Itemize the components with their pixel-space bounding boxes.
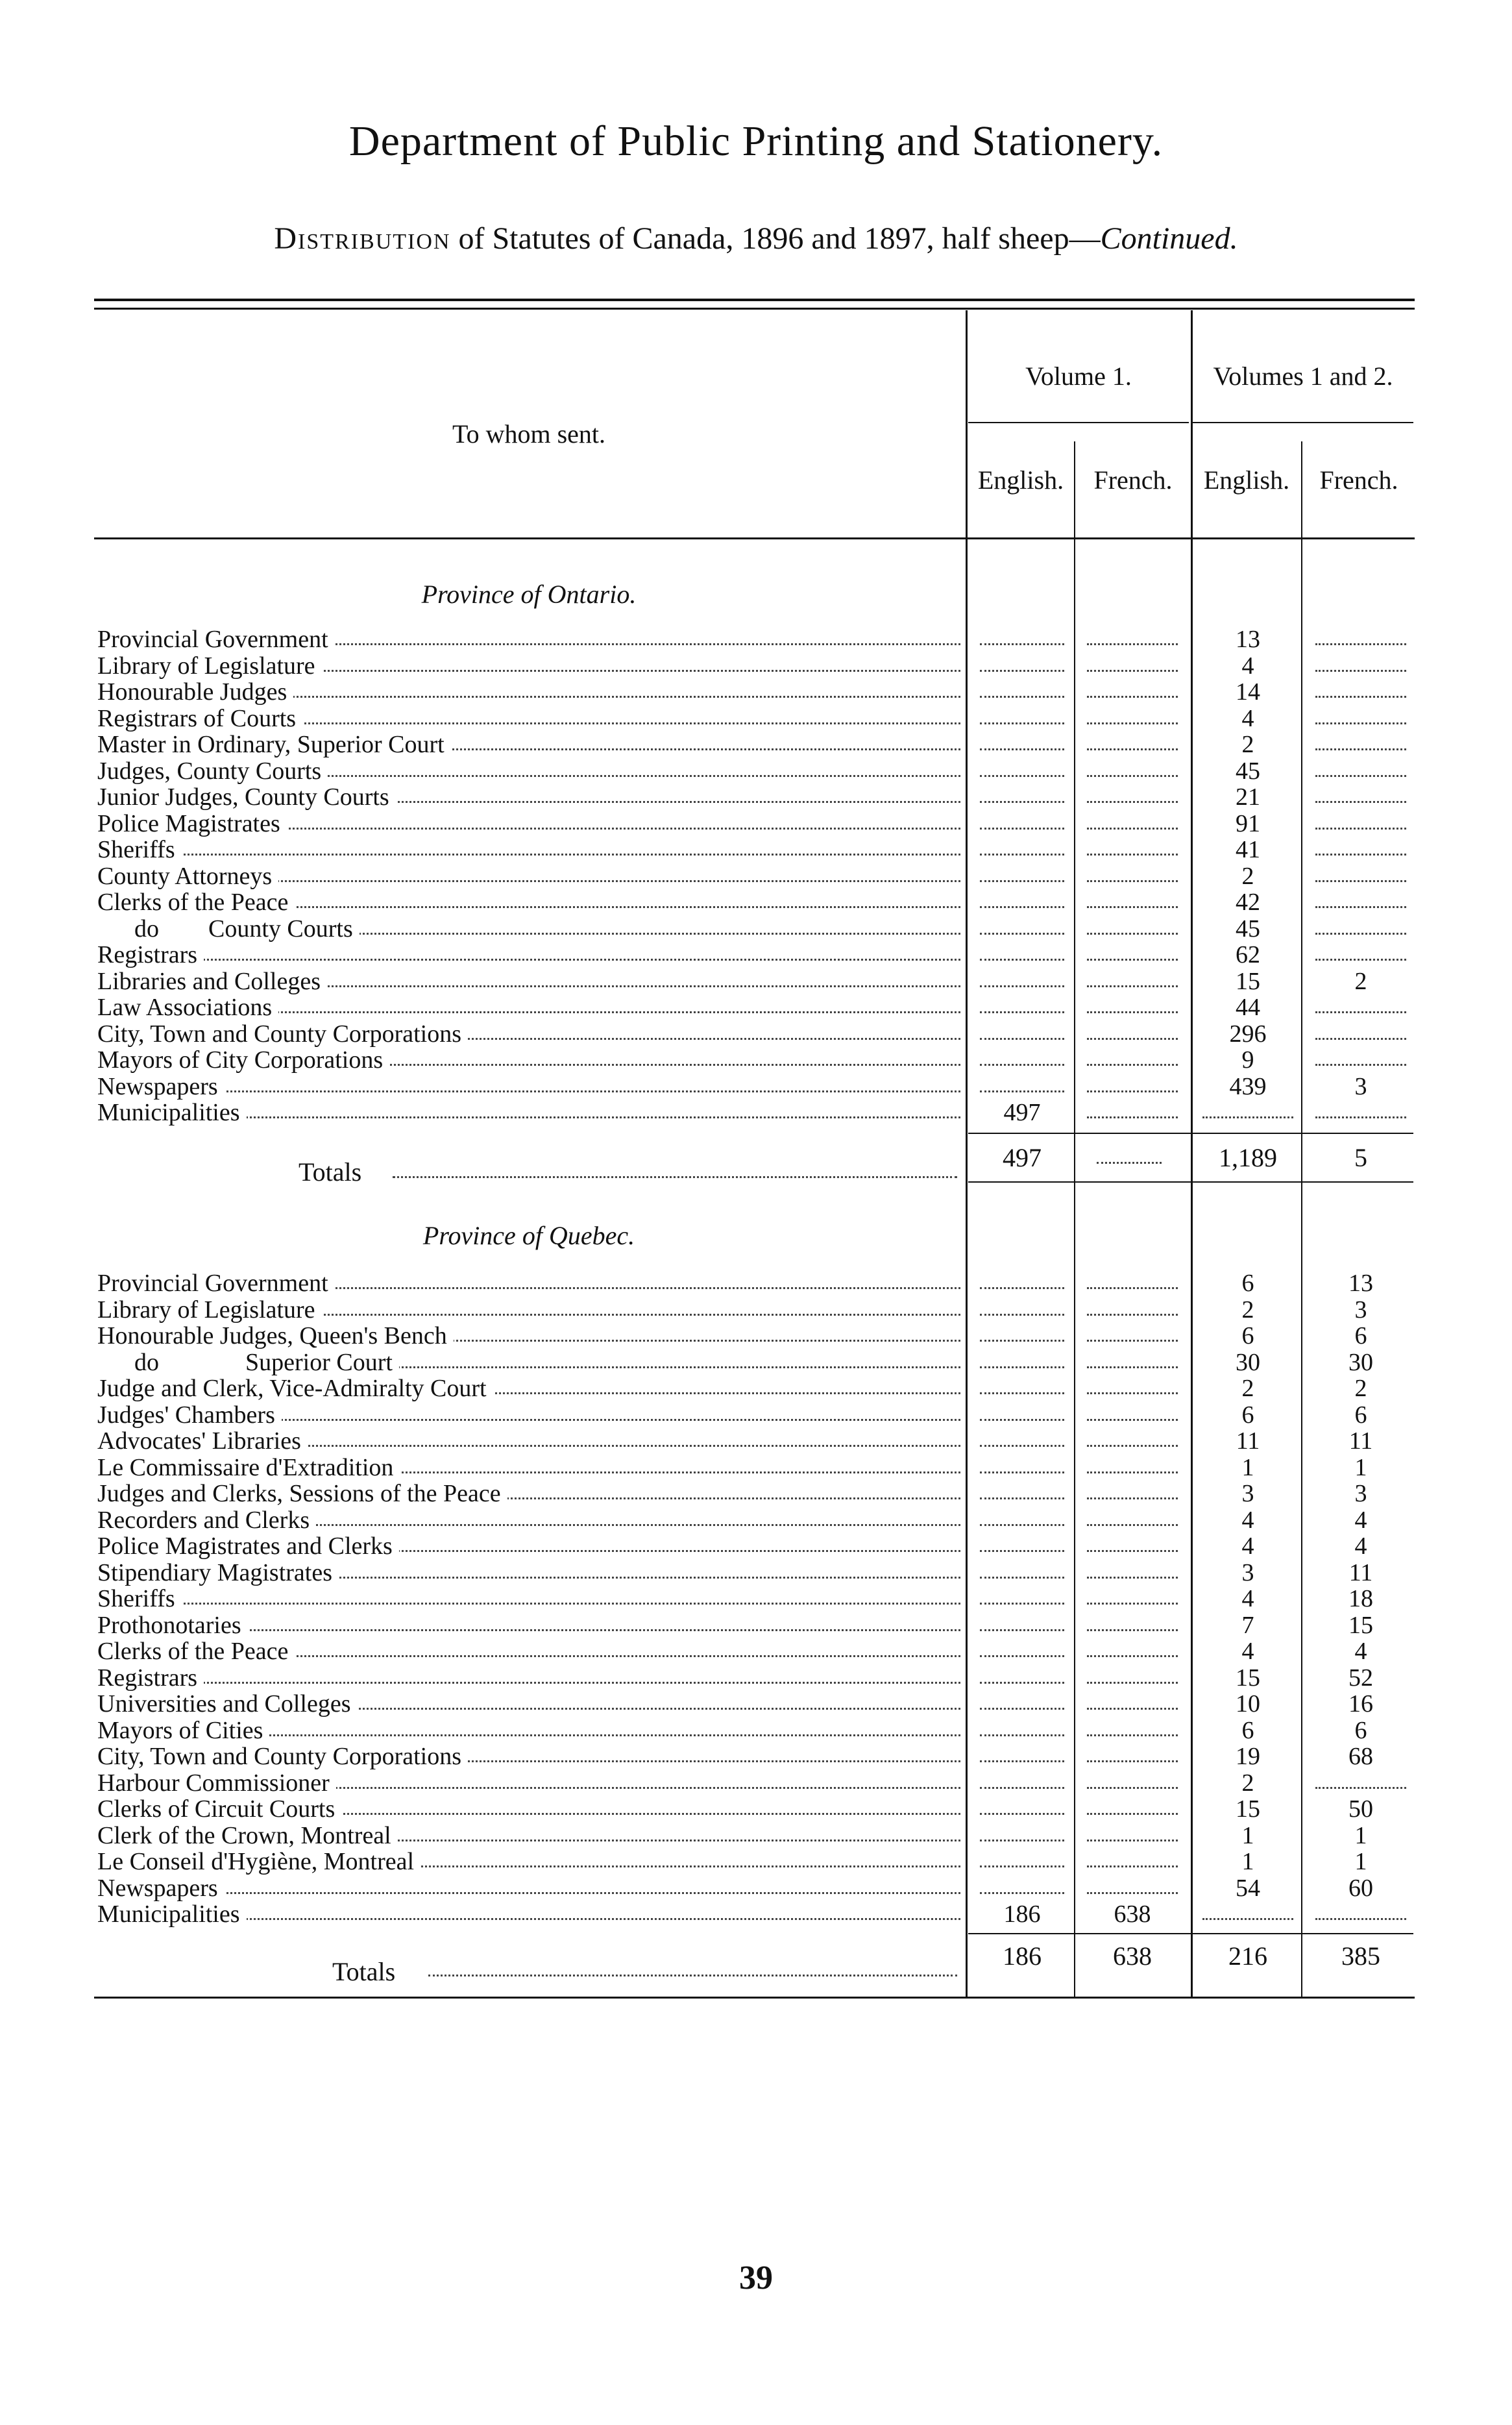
- empty-cell-dots: [980, 1813, 1064, 1815]
- row-label: Advocates' Libraries: [97, 1428, 308, 1455]
- empty-cell-dots: [1087, 1287, 1178, 1289]
- header-english-v2: English.: [1203, 465, 1290, 495]
- leader-dots: [97, 1090, 960, 1092]
- empty-cell-dots: [1087, 880, 1178, 882]
- row-label: City, Town and County Corporations: [97, 1743, 468, 1770]
- empty-cell-dots: [1087, 775, 1178, 777]
- quebec-total-v1-english: 186: [1003, 1941, 1042, 1971]
- empty-cell-dots: [1087, 1840, 1178, 1841]
- cell-v2-english: 14: [1236, 678, 1260, 706]
- empty-cell-dots: [980, 985, 1064, 987]
- empty-cell-dots: [1087, 828, 1178, 830]
- row-label: Judges, County Courts: [97, 758, 328, 785]
- row-label: Mayors of Cities: [97, 1717, 269, 1744]
- cell-v2-english: 296: [1229, 1020, 1267, 1048]
- cell-v2-english: 9: [1241, 1046, 1254, 1074]
- row-label: Registrars: [97, 942, 204, 968]
- row-label: Clerks of Circuit Courts: [97, 1796, 341, 1823]
- empty-cell-dots: [980, 1734, 1064, 1736]
- cell-v2-french: 15: [1348, 1611, 1373, 1639]
- cell-v1-english: 497: [1003, 1099, 1041, 1126]
- leader-dots: [97, 854, 960, 856]
- empty-cell-dots: [1202, 1918, 1293, 1920]
- cell-v2-english: 6: [1241, 1716, 1254, 1744]
- row-label: Clerks of the Peace: [97, 1638, 295, 1665]
- empty-cell-dots: [980, 1682, 1064, 1684]
- cell-v2-french: 4: [1354, 1533, 1367, 1560]
- ontario-total-v1-french-dots: [1097, 1162, 1162, 1164]
- empty-cell-dots: [1087, 670, 1178, 672]
- empty-cell-dots: [1087, 906, 1178, 908]
- empty-cell-dots: [1315, 906, 1406, 908]
- cell-v2-french: 13: [1348, 1270, 1373, 1297]
- empty-cell-dots: [1315, 670, 1406, 672]
- empty-cell-dots: [980, 1577, 1064, 1579]
- leader-dots: [97, 1682, 960, 1684]
- cell-v2-english: 2: [1241, 1296, 1254, 1323]
- totals-label: Totals: [332, 1957, 396, 1986]
- page-title: Department of Public Printing and Stationery.: [348, 117, 1164, 165]
- empty-cell-dots: [1087, 1011, 1178, 1013]
- empty-cell-dots: [980, 1865, 1064, 1867]
- empty-cell-dots: [1087, 1064, 1178, 1066]
- cell-v2-french: 4: [1354, 1638, 1367, 1665]
- empty-cell-dots: [980, 1892, 1064, 1894]
- cell-v2-french: 3: [1354, 1072, 1367, 1100]
- row-label: Registrars of Courts: [97, 706, 302, 732]
- cell-v2-french: 1: [1354, 1453, 1367, 1481]
- totals-dots: [393, 1176, 957, 1178]
- cell-v2-english: 4: [1241, 1638, 1254, 1665]
- cell-v2-english: 21: [1236, 783, 1260, 811]
- empty-cell-dots: [1315, 1064, 1406, 1066]
- empty-cell-dots: [980, 959, 1064, 961]
- empty-cell-dots: [1087, 1038, 1178, 1040]
- row-label: Municipalities: [97, 1100, 247, 1126]
- top-rule-1: [94, 299, 1415, 301]
- empty-cell-dots: [1087, 1445, 1178, 1447]
- cell-v2-french: 16: [1348, 1690, 1373, 1717]
- row-label: Sheriffs: [97, 1586, 182, 1612]
- cell-v2-english: 19: [1236, 1743, 1260, 1770]
- empty-cell-dots: [980, 696, 1064, 698]
- empty-cell-dots: [1087, 748, 1178, 750]
- cell-v1-english: 186: [1003, 1901, 1041, 1928]
- quebec-total-v2-english: 216: [1228, 1941, 1267, 1971]
- row-label: Sheriffs: [97, 837, 182, 863]
- row-label: Newspapers: [97, 1875, 225, 1902]
- empty-cell-dots: [980, 854, 1064, 856]
- empty-cell-dots: [1087, 1419, 1178, 1421]
- row-label: County Attorneys: [97, 863, 278, 890]
- cell-v2-english: 4: [1241, 1585, 1254, 1612]
- empty-cell-dots: [1315, 696, 1406, 698]
- page-number: 39: [739, 2259, 773, 2296]
- empty-cell-dots: [1087, 1392, 1178, 1394]
- cell-v2-english: 11: [1236, 1427, 1260, 1455]
- cell-v2-french: 6: [1354, 1716, 1367, 1744]
- cell-v2-french: 18: [1348, 1585, 1373, 1612]
- row-label: Police Magistrates and Clerks: [97, 1533, 399, 1560]
- cell-v2-english: 2: [1241, 731, 1254, 758]
- empty-cell-dots: [1087, 1340, 1178, 1342]
- row-label: Prothonotaries: [97, 1612, 248, 1639]
- cell-v2-english: 1: [1241, 1848, 1254, 1875]
- empty-cell-dots: [1315, 959, 1406, 961]
- cell-v2-english: 6: [1241, 1322, 1254, 1349]
- quebec-total-v2-french: 385: [1341, 1941, 1380, 1971]
- empty-cell-dots: [1087, 959, 1178, 961]
- row-label: Library of Legislature: [97, 653, 322, 680]
- empty-cell-dots: [980, 828, 1064, 830]
- header-volumes-1-and-2: Volumes 1 and 2.: [1213, 362, 1393, 391]
- cell-v2-french: 11: [1348, 1427, 1373, 1455]
- empty-cell-dots: [1087, 854, 1178, 856]
- empty-cell-dots: [980, 1524, 1064, 1526]
- header-bottom-rule: [94, 537, 1415, 539]
- empty-cell-dots: [980, 748, 1064, 750]
- empty-cell-dots: [980, 1287, 1064, 1289]
- header-rule-volume-1: [968, 422, 1189, 423]
- bottom-rule: [94, 1997, 1415, 1999]
- empty-cell-dots: [980, 1064, 1064, 1066]
- empty-cell-dots: [1087, 1708, 1178, 1710]
- cell-v2-english: 3: [1241, 1480, 1254, 1507]
- subtitle-main: of Statutes of Canada, 1896 and 1897, half sheep—: [458, 221, 1101, 256]
- cell-v2-french: 50: [1348, 1795, 1373, 1823]
- row-label: City, Town and County Corporations: [97, 1021, 468, 1048]
- empty-cell-dots: [1087, 1892, 1178, 1894]
- cell-v2-english: 4: [1241, 1533, 1254, 1560]
- header-english-v1: English.: [977, 465, 1064, 495]
- empty-cell-dots: [1087, 1524, 1178, 1526]
- empty-cell-dots: [1087, 1550, 1178, 1552]
- cell-v2-english: 13: [1236, 626, 1260, 653]
- totals-dots: [428, 1975, 957, 1976]
- cell-v2-french: 6: [1354, 1322, 1367, 1349]
- empty-cell-dots: [1315, 748, 1406, 750]
- empty-cell-dots: [980, 1629, 1064, 1631]
- cell-v2-french: 1: [1354, 1821, 1367, 1849]
- cell-v2-english: 6: [1241, 1270, 1254, 1297]
- cell-v2-french: 3: [1354, 1480, 1367, 1507]
- row-label: Provincial Government: [97, 626, 335, 653]
- row-label: Mayors of City Corporations: [97, 1047, 389, 1074]
- empty-cell-dots: [1315, 722, 1406, 724]
- cell-v2-french: 60: [1348, 1874, 1373, 1902]
- empty-cell-dots: [980, 1471, 1064, 1473]
- row-label: Junior Judges, County Courts: [97, 784, 396, 811]
- empty-cell-dots: [1315, 1116, 1406, 1118]
- empty-cell-dots: [1087, 1760, 1178, 1762]
- leader-dots: [97, 959, 960, 961]
- empty-cell-dots: [1087, 1682, 1178, 1684]
- empty-cell-dots: [1087, 1471, 1178, 1473]
- cell-v2-english: 3: [1241, 1558, 1254, 1586]
- cell-v2-french: 52: [1348, 1664, 1373, 1692]
- empty-cell-dots: [1315, 828, 1406, 830]
- row-label: Municipalities: [97, 1901, 247, 1928]
- empty-cell-dots: [1315, 801, 1406, 803]
- empty-cell-dots: [1087, 1865, 1178, 1867]
- empty-cell-dots: [1087, 1366, 1178, 1368]
- row-label: Master in Ordinary, Superior Court: [97, 732, 451, 758]
- cell-v2-french: 1: [1354, 1848, 1367, 1875]
- empty-cell-dots: [1087, 1090, 1178, 1092]
- row-label: Clerk of the Crown, Montreal: [97, 1823, 398, 1849]
- cell-v2-english: 10: [1236, 1690, 1260, 1717]
- cell-v2-french: 3: [1354, 1296, 1367, 1323]
- cell-v2-english: 15: [1236, 1795, 1260, 1823]
- empty-cell-dots: [980, 1840, 1064, 1841]
- totals-label: Totals: [299, 1157, 362, 1187]
- header-french-v2: French.: [1319, 465, 1398, 495]
- empty-cell-dots: [1087, 1603, 1178, 1605]
- empty-cell-dots: [1315, 933, 1406, 935]
- cell-v2-english: 15: [1236, 967, 1260, 995]
- empty-cell-dots: [1315, 643, 1406, 645]
- row-label: Registrars: [97, 1665, 204, 1692]
- row-label: Clerks of the Peace: [97, 889, 295, 916]
- empty-cell-dots: [1315, 854, 1406, 856]
- row-label: Honourable Judges, Queen's Bench: [97, 1323, 454, 1349]
- row-label: Law Associations: [97, 994, 278, 1021]
- cell-v2-french: 2: [1354, 967, 1367, 995]
- empty-cell-dots: [1087, 1577, 1178, 1579]
- empty-cell-dots: [1087, 722, 1178, 724]
- header-french-v1: French.: [1093, 465, 1173, 495]
- header-rule-volumes-1-2: [1193, 422, 1413, 423]
- empty-cell-dots: [1315, 1011, 1406, 1013]
- empty-cell-dots: [980, 906, 1064, 908]
- empty-cell-dots: [1202, 1116, 1293, 1118]
- cell-v2-english: 44: [1236, 994, 1260, 1021]
- empty-cell-dots: [980, 1314, 1064, 1316]
- empty-cell-dots: [1087, 1629, 1178, 1631]
- empty-cell-dots: [1087, 801, 1178, 803]
- row-label: Stipendiary Magistrates: [97, 1560, 339, 1586]
- empty-cell-dots: [980, 1392, 1064, 1394]
- empty-cell-dots: [980, 1655, 1064, 1657]
- empty-cell-dots: [980, 670, 1064, 672]
- empty-cell-dots: [980, 1419, 1064, 1421]
- empty-cell-dots: [1315, 1787, 1406, 1789]
- column-rule-2: [1074, 441, 1075, 1997]
- row-label: Provincial Government: [97, 1270, 335, 1297]
- empty-cell-dots: [1087, 643, 1178, 645]
- empty-cell-dots: [980, 801, 1064, 803]
- empty-cell-dots: [1087, 1655, 1178, 1657]
- row-label: do County Courts: [97, 916, 360, 942]
- empty-cell-dots: [980, 1787, 1064, 1789]
- cell-v2-english: 1: [1241, 1453, 1254, 1481]
- empty-cell-dots: [980, 722, 1064, 724]
- cell-v2-english: 30: [1236, 1348, 1260, 1376]
- empty-cell-dots: [1087, 1813, 1178, 1815]
- row-label: Judges and Clerks, Sessions of the Peace: [97, 1481, 507, 1507]
- column-rule-1: [966, 310, 968, 1997]
- cell-v2-french: 30: [1348, 1348, 1373, 1376]
- cell-v2-english: 42: [1236, 889, 1260, 916]
- empty-cell-dots: [1087, 1314, 1178, 1316]
- cell-v2-english: 15: [1236, 1664, 1260, 1692]
- row-label: Le Commissaire d'Extradition: [97, 1455, 400, 1481]
- empty-cell-dots: [1087, 696, 1178, 698]
- empty-cell-dots: [980, 1603, 1064, 1605]
- cell-v2-english: 6: [1241, 1401, 1254, 1429]
- cell-v2-english: 91: [1236, 809, 1260, 837]
- empty-cell-dots: [1087, 1734, 1178, 1736]
- row-label: Newspapers: [97, 1074, 225, 1100]
- empty-cell-dots: [1315, 1038, 1406, 1040]
- section-title-ontario: Province of Ontario.: [421, 580, 637, 609]
- empty-cell-dots: [980, 643, 1064, 645]
- cell-v2-english: 4: [1241, 704, 1254, 732]
- cell-v2-french: 4: [1354, 1506, 1367, 1534]
- leader-dots: [97, 1603, 960, 1605]
- cell-v1-french: 638: [1114, 1901, 1151, 1928]
- row-label: Library of Legislature: [97, 1297, 322, 1323]
- table-subtitle: [0, 221, 1512, 256]
- cell-v2-english: 54: [1236, 1874, 1260, 1902]
- ontario-bottom-rule: [968, 1181, 1413, 1183]
- empty-cell-dots: [1087, 1497, 1178, 1499]
- cell-v2-french: 11: [1348, 1558, 1373, 1586]
- empty-cell-dots: [1315, 775, 1406, 777]
- quebec-totals-rule: [968, 1933, 1413, 1934]
- cell-v2-french: 6: [1354, 1401, 1367, 1429]
- cell-v2-english: 62: [1236, 941, 1260, 968]
- row-label: Libraries and Colleges: [97, 968, 327, 995]
- empty-cell-dots: [980, 1038, 1064, 1040]
- row-label: Recorders and Clerks: [97, 1507, 316, 1534]
- row-label: Le Conseil d'Hygiène, Montreal: [97, 1849, 421, 1875]
- ontario-total-v2-french: 5: [1354, 1143, 1367, 1172]
- empty-cell-dots: [980, 1550, 1064, 1552]
- cell-v2-english: 2: [1241, 862, 1254, 890]
- empty-cell-dots: [1087, 1787, 1178, 1789]
- cell-v2-english: 1: [1241, 1821, 1254, 1849]
- section-title-quebec: Province of Quebec.: [422, 1221, 635, 1250]
- row-label: Police Magistrates: [97, 811, 287, 837]
- empty-cell-dots: [980, 1445, 1064, 1447]
- cell-v2-english: 439: [1229, 1072, 1267, 1100]
- quebec-total-v1-french: 638: [1113, 1941, 1152, 1971]
- leader-dots: [97, 1892, 960, 1894]
- cell-v2-english: 45: [1236, 915, 1260, 942]
- row-label: Honourable Judges: [97, 679, 293, 706]
- empty-cell-dots: [980, 775, 1064, 777]
- empty-cell-dots: [980, 933, 1064, 935]
- empty-cell-dots: [980, 1497, 1064, 1499]
- cell-v2-english: 2: [1241, 1769, 1254, 1797]
- empty-cell-dots: [1315, 880, 1406, 882]
- cell-v2-english: 2: [1241, 1375, 1254, 1402]
- top-rule-2: [94, 308, 1415, 310]
- cell-v2-english: 4: [1241, 652, 1254, 680]
- cell-v2-english: 4: [1241, 1506, 1254, 1534]
- cell-v2-english: 7: [1241, 1611, 1254, 1639]
- empty-cell-dots: [980, 1340, 1064, 1342]
- empty-cell-dots: [980, 1011, 1064, 1013]
- ontario-totals-rule: [968, 1133, 1413, 1134]
- empty-cell-dots: [1087, 985, 1178, 987]
- cell-v2-english: 45: [1236, 757, 1260, 785]
- empty-cell-dots: [980, 1366, 1064, 1368]
- row-label: Judge and Clerk, Vice-Admiralty Court: [97, 1375, 493, 1402]
- empty-cell-dots: [980, 1708, 1064, 1710]
- ontario-total-v1-english: 497: [1003, 1143, 1042, 1172]
- empty-cell-dots: [980, 880, 1064, 882]
- row-label: Judges' Chambers: [97, 1402, 282, 1429]
- empty-cell-dots: [1315, 1918, 1406, 1920]
- row-label: Universities and Colleges: [97, 1691, 357, 1717]
- empty-cell-dots: [1087, 933, 1178, 935]
- header-to-whom-sent: To whom sent.: [452, 419, 606, 449]
- cell-v2-french: 2: [1354, 1375, 1367, 1402]
- cell-v2-english: 41: [1236, 836, 1260, 863]
- row-label: do Superior Court: [97, 1349, 399, 1376]
- empty-cell-dots: [980, 1090, 1064, 1092]
- subtitle-continued: Continued.: [1100, 221, 1238, 256]
- row-label: Harbour Commissioner: [97, 1770, 336, 1797]
- empty-cell-dots: [1087, 1116, 1178, 1118]
- subtitle-prefix: Distribution: [274, 221, 451, 256]
- empty-cell-dots: [980, 1760, 1064, 1762]
- ontario-total-v2-english: 1,189: [1219, 1143, 1277, 1172]
- cell-v2-french: 68: [1348, 1743, 1373, 1770]
- header-volume-1: Volume 1.: [1025, 362, 1132, 391]
